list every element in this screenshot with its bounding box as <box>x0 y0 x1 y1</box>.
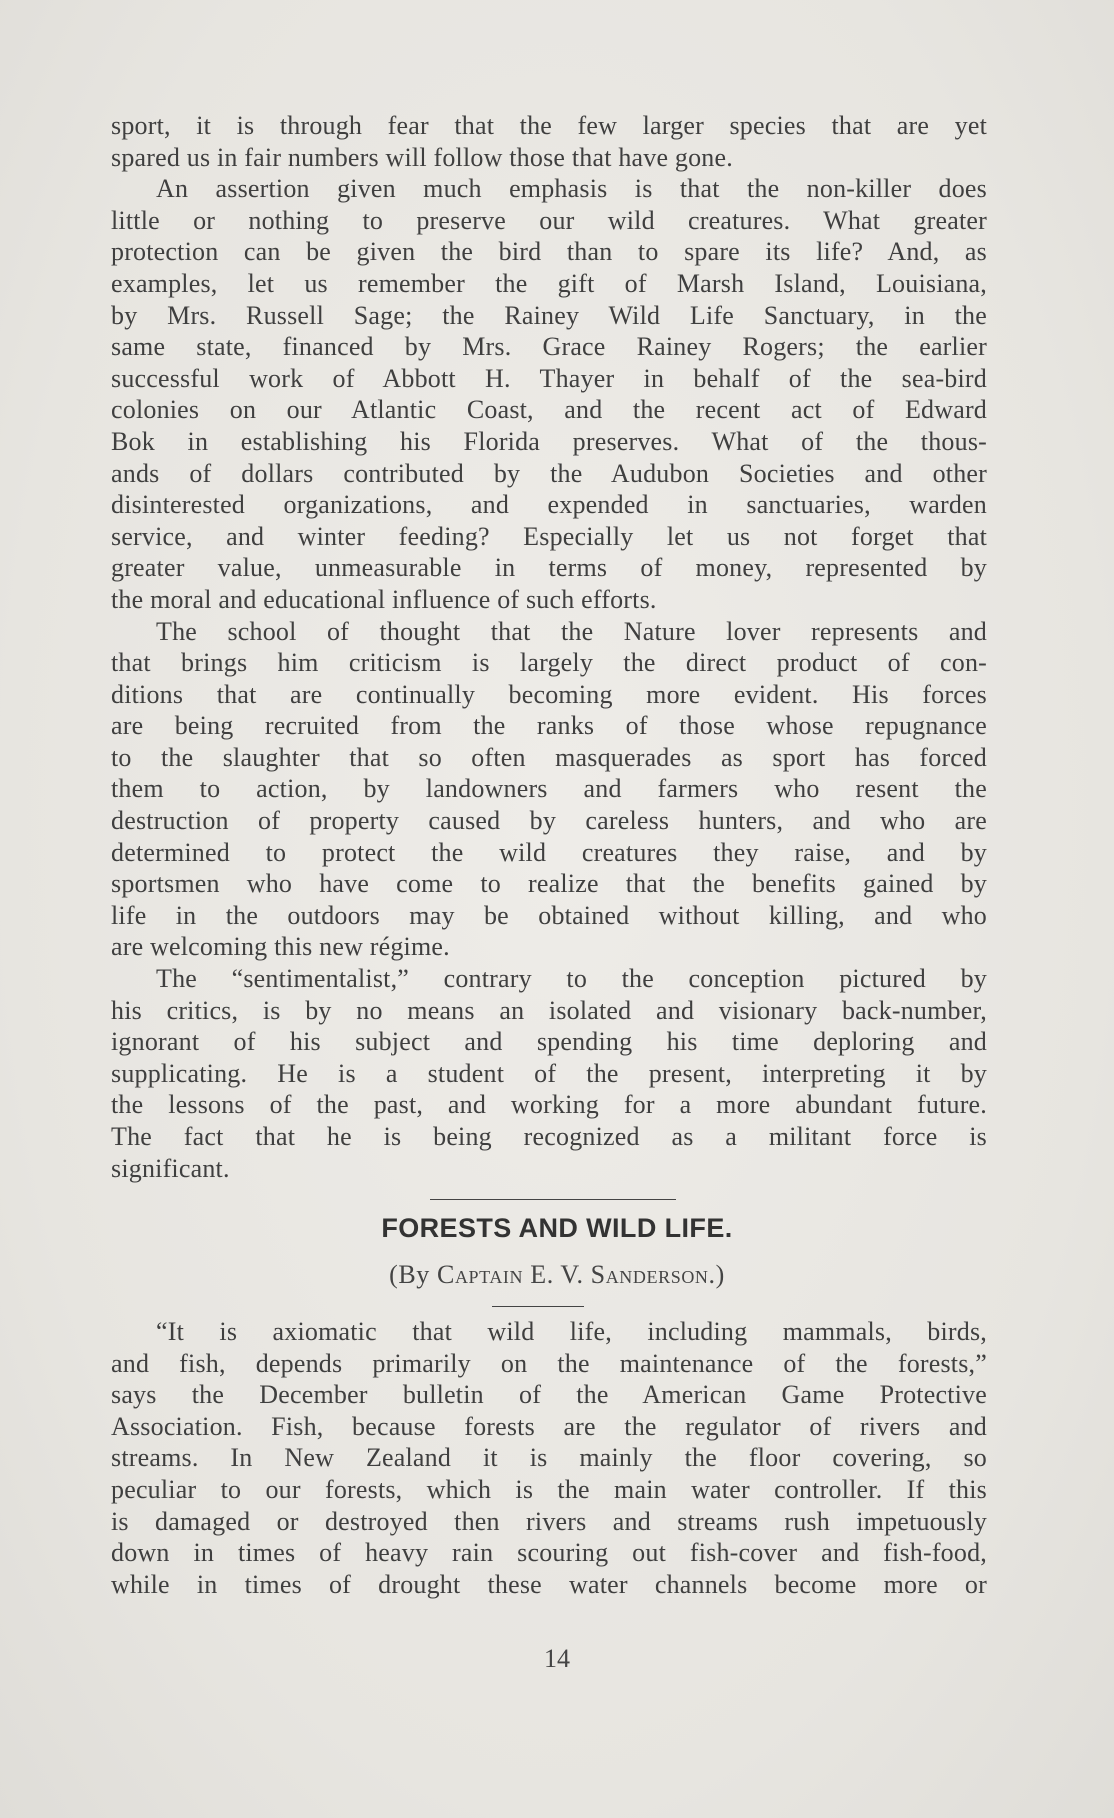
text-line: The fact that he is being recognized as a militant force is <box>111 1122 987 1151</box>
text-line: greater value, unmeasurable in terms of money, represented by <box>111 553 987 583</box>
text-line: An assertion given much emphasis is that the non-killer does <box>156 174 987 204</box>
text-line: streams. In New Zealand it is mainly the floor covering, so <box>111 1443 987 1473</box>
text-line: down in times of heavy rain scouring out fish-cover and fish-food, <box>111 1538 987 1568</box>
byline-open: (By <box>389 1260 438 1289</box>
text-line: little or nothing to preserve our wild creatures. What greater <box>111 205 987 235</box>
text-line: service, and winter feeding? Especially let us not forget that <box>111 521 987 551</box>
text-line: them to action, by landowners and farmers who resent the <box>111 774 987 804</box>
text-line: determined to protect the wild creatures they raise, and by <box>111 837 987 867</box>
text-line: that brings him criticism is largely the direct product of con- <box>111 648 987 678</box>
divider-rule-bottom <box>492 1306 584 1307</box>
text-line: Bok in establishing his Florida preserves. What of the thous- <box>111 426 987 456</box>
text-line: successful work of Abbott H. Thayer in behalf of the sea-bird <box>111 363 987 393</box>
text-line: is damaged or destroyed then rivers and streams rush impetuously <box>111 1506 987 1536</box>
text-line: examples, let us remember the gift of Marsh Island, Louisiana, <box>111 268 987 298</box>
byline-close: ) <box>715 1260 725 1289</box>
text-line: The school of thought that the Nature lover represents and <box>156 616 987 646</box>
text-line: by Mrs. Russell Sage; the Rainey Wild Life Sanctuary, in the <box>111 300 987 330</box>
text-line: The “sentimentalist,” contrary to the conception pictured by <box>156 964 987 994</box>
text-line: same state, financed by Mrs. Grace Rainey Rogers; the earlier <box>111 332 987 362</box>
text-line: says the December bulletin of the American Game Protective <box>111 1380 987 1410</box>
text-line: life in the outdoors may be obtained without killing, and who <box>111 900 987 930</box>
text-line: peculiar to our forests, which is the main water controller. If this <box>111 1474 987 1504</box>
text-line: the lessons of the past, and working for a more abundant future. <box>111 1090 987 1120</box>
text-line: ands of dollars contributed by the Audubon Societies and other <box>111 458 987 488</box>
text-line: the moral and educational influence of such efforts. <box>111 584 657 614</box>
text-line: ignorant of his subject and spending his time deploring and <box>111 1027 987 1057</box>
article-byline <box>0 1258 1114 1292</box>
body-text-section-1 <box>111 110 987 1184</box>
text-line: sport, it is through fear that the few larger species that are yet <box>111 111 987 140</box>
text-line: supplicating. He is a student of the present, interpreting it by <box>111 1058 987 1088</box>
text-line: ditions that are continually becoming more evident. His forces <box>111 679 987 709</box>
article-title: FORESTS AND WILD LIFE. <box>381 1213 733 1243</box>
text-line: while in times of drought these water channels become more or <box>111 1569 987 1599</box>
text-line: protection can be given the bird than to spare its life? And, as <box>111 237 987 267</box>
text-line: significant. <box>111 1153 230 1183</box>
text-line: colonies on our Atlantic Coast, and the recent act of Edward <box>111 395 987 425</box>
byline-author: Captain E. V. Sanderson. <box>437 1260 716 1289</box>
text-line: his critics, is by no means an isolated and visionary back-number, <box>111 995 987 1025</box>
page-number: 14 <box>544 1644 570 1673</box>
body-text-section-2 <box>111 1316 987 1600</box>
text-line: are being recruited from the ranks of those whose repugnance <box>111 711 987 741</box>
text-line: spared us in fair numbers will follow those that have gone. <box>111 142 733 172</box>
text-line: are welcoming this new régime. <box>111 932 450 962</box>
text-line: to the slaughter that so often masquerades as sport has forced <box>111 742 987 772</box>
text-line: “It is axiomatic that wild life, including mammals, birds, <box>156 1317 987 1346</box>
divider-rule-top <box>430 1199 676 1200</box>
text-line: and fish, depends primarily on the maintenance of the forests,” <box>111 1348 987 1378</box>
text-line: destruction of property caused by careless hunters, and who are <box>111 806 987 836</box>
text-line: disinterested organizations, and expended in sanctuaries, warden <box>111 490 987 520</box>
text-line: sportsmen who have come to realize that the benefits gained by <box>111 869 987 899</box>
text-line: Association. Fish, because forests are the regulator of rivers and <box>111 1411 987 1441</box>
